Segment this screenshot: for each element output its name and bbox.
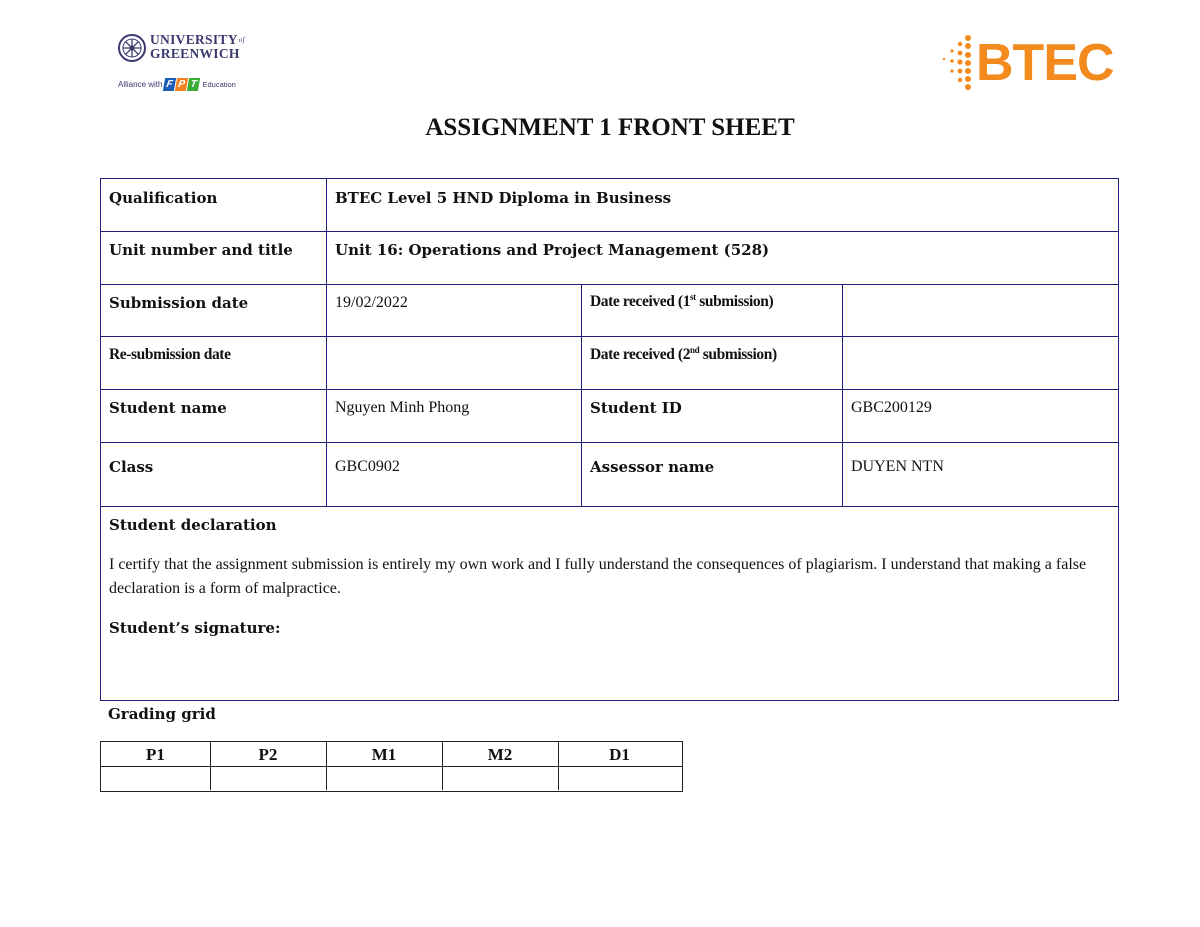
signature-label: Student’s signature: xyxy=(109,619,281,637)
btec-logo xyxy=(938,34,1120,92)
unit-value: Unit 16: Operations and Project Management (528) xyxy=(335,241,770,259)
submission-date-label: Submission date xyxy=(109,294,249,312)
qualification-label: Qualification xyxy=(109,189,218,207)
grading-grid-table xyxy=(100,741,683,792)
row-divider xyxy=(101,231,1118,232)
row-divider xyxy=(101,389,1118,390)
assessor-value: DUYEN NTN xyxy=(851,458,944,475)
resubmission-date-label: Re-submission date xyxy=(109,346,231,363)
fpt-alliance-line: Alliance with F P T Education xyxy=(118,79,236,90)
grade-header-m2: M2 xyxy=(487,745,513,764)
fpt-logo: F P T xyxy=(164,78,200,91)
row-divider xyxy=(101,284,1118,285)
student-id-value: GBC200129 xyxy=(851,399,932,416)
declaration-text: I certify that the assignment submission is entirely my own work and I fully understand the consequences of plagiarism. I understand that making a false declaration is a form of malpractice. xyxy=(109,556,1087,597)
grade-value-p2 xyxy=(210,767,326,792)
student-name-label: Student name xyxy=(109,399,227,417)
grade-value-p1 xyxy=(101,767,210,792)
university-of-greenwich-logo xyxy=(118,32,248,98)
greenwich-wordmark: $UNIVERSITY^{of}$ GREENWICH xyxy=(150,32,245,61)
column-divider xyxy=(326,179,327,506)
grade-header-p1: P1 xyxy=(146,745,165,764)
date-received-1-label: Date received (1st submission) xyxy=(590,291,774,310)
qualification-value: BTEC Level 5 HND Diploma in Business xyxy=(335,189,672,207)
column-divider xyxy=(842,284,843,506)
date-received-2-label: Date received (2nd submission) xyxy=(590,344,777,363)
assessor-label: Assessor name xyxy=(590,458,715,476)
btec-wordmark: BTEC xyxy=(976,34,1114,92)
grade-header-p2: P2 xyxy=(258,745,278,764)
declaration-heading: Student declaration xyxy=(109,516,277,534)
row-divider xyxy=(101,506,1118,507)
grade-header-d1: D1 xyxy=(609,745,630,764)
submission-date-value: 19/02/2022 xyxy=(335,294,408,311)
student-name-value: Nguyen Minh Phong xyxy=(335,399,470,416)
grade-value-m1 xyxy=(326,767,442,792)
unit-label: Unit number and title xyxy=(109,241,293,259)
student-id-label: Student ID xyxy=(590,399,682,417)
grading-grid-label: Grading grid xyxy=(108,705,216,723)
class-value: GBC0902 xyxy=(335,458,400,475)
class-label: Class xyxy=(109,458,154,476)
row-divider xyxy=(101,336,1118,337)
greenwich-seal-icon xyxy=(118,34,146,62)
grade-value-m2 xyxy=(442,767,558,792)
row-divider xyxy=(101,442,1118,443)
front-sheet-table xyxy=(100,178,1119,701)
grade-value-d1 xyxy=(558,767,681,792)
grade-header-m1: M1 xyxy=(371,745,397,764)
document-title: ASSIGNMENT 1 FRONT SHEET xyxy=(425,114,795,141)
column-divider xyxy=(581,284,582,506)
